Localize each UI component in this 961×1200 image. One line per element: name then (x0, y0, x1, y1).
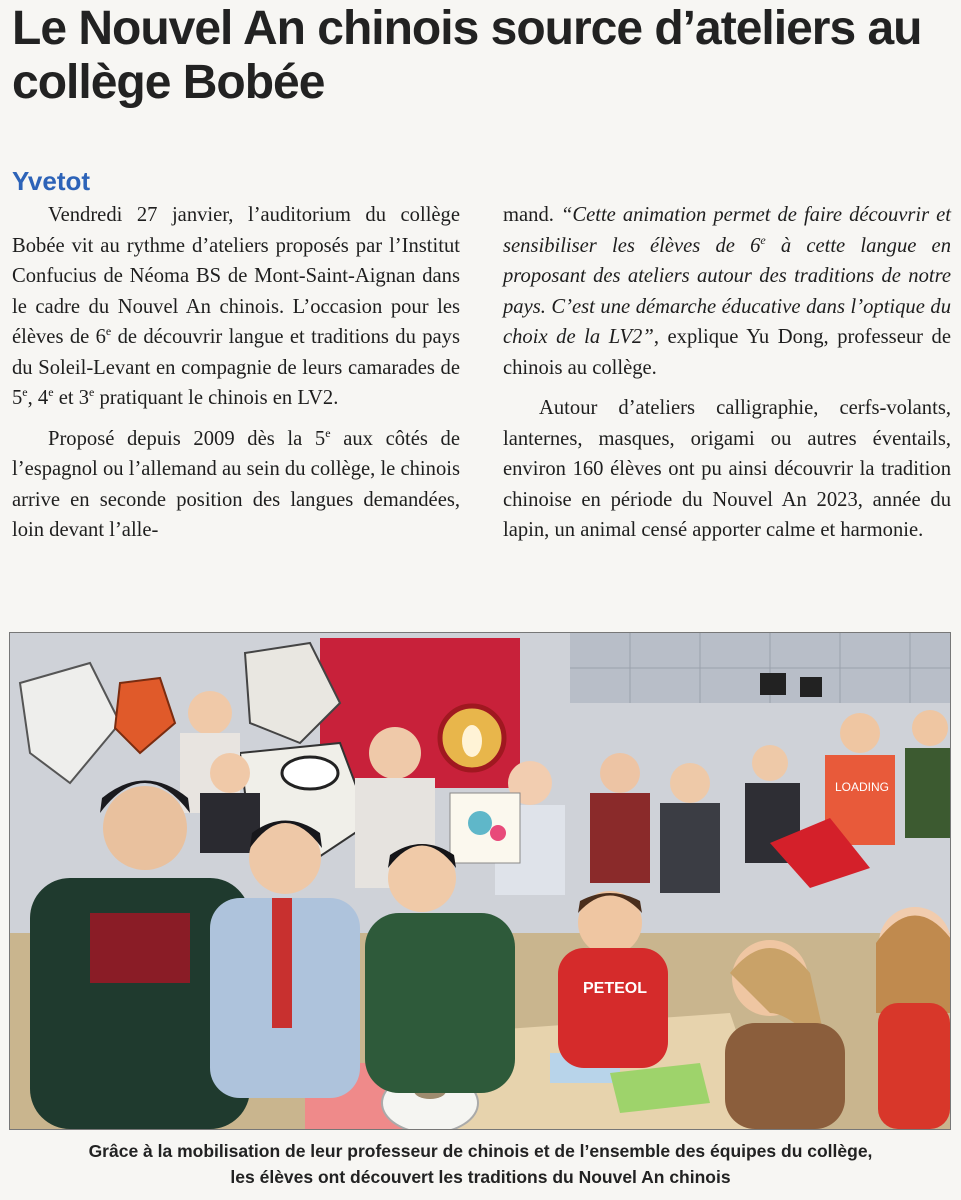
workshop-illustration (10, 633, 950, 1129)
article-column-left (12, 200, 460, 546)
paragraph: Autour d’ateliers calligraphie, cerfs-volants, lanternes, masques, origami ou autres éventails, environ 160 élèves ont pu ainsi découvrir la tradition chinoise en période du Nouvel An 2023, année du lapin, un animal censé apporter calme et harmonie. (503, 397, 951, 541)
headline: Le Nouvel An chinois source d’ateliers au collège Bobée (12, 2, 922, 109)
article-photo (9, 632, 951, 1130)
svg-text:PETEOL: PETEOL (583, 980, 648, 997)
photo-caption: Grâce à la mobilisation de leur professeur de chinois et de l’ensemble des équipes du collège, les élèves ont découvert les traditions du Nouvel An chinois (88, 1141, 873, 1187)
svg-text:LOADING: LOADING (835, 780, 890, 794)
paragraph: mand. “Cette animation permet de faire découvrir et sensibiliser les élèves de 6e à cette langue en proposant des ateliers autour des traditions de notre pays. C’est une démarche éducative dans l’optique du choix de la LV2”, explique Yu Dong, professeur de chinois au collège. (503, 204, 951, 379)
paragraph: Proposé depuis 2009 dès la 5e aux côtés de l’espagnol ou l’allemand au sein du collège, le chinois arrive en seconde position des langues demandées, loin devant l’alle- (12, 425, 460, 541)
location-label: Yvetot (12, 166, 91, 196)
quote: “Cette animation permet de faire découvrir et sensibiliser les élèves de 6e à cette langue en proposant des ateliers autour des traditions de notre pays. C’est une démarche éducative dans l’optique du choix de la LV2” (503, 204, 951, 348)
article-column-right (503, 200, 951, 546)
paragraph: Vendredi 27 janvier, l’auditorium du collège Bobée vit au rythme d’ateliers proposés par l’Institut Confucius de Néoma BS de Mont-Saint-Aignan dans le cadre du Nouvel An chinois. L’occasion pour les élèves de 6e de découvrir langue et traditions du pays du Soleil-Levant en compagnie de leurs camarades de 5e, 4e et 3e pratiquant le chinois en LV2. (12, 204, 460, 409)
